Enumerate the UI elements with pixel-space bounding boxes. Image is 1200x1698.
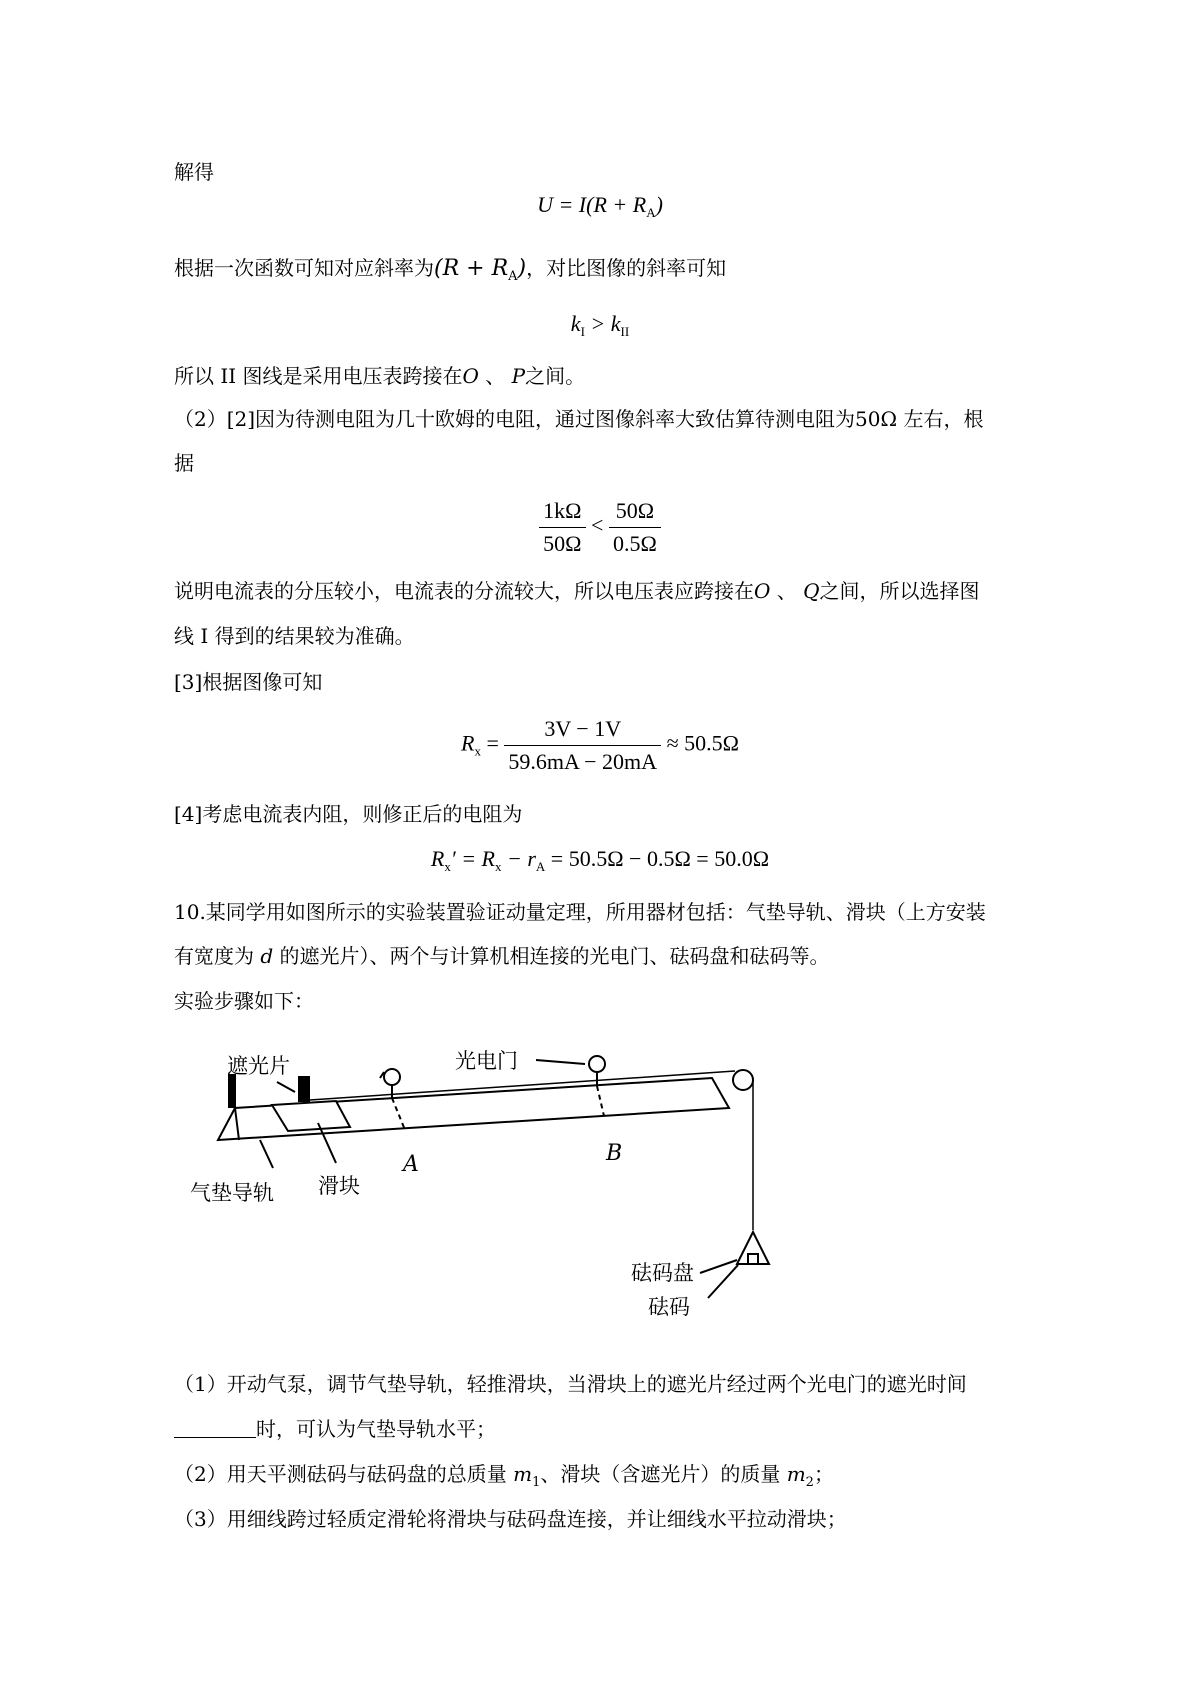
pulley [733, 1070, 753, 1090]
label-a: A [403, 1152, 419, 1177]
text-explain-line2: 线 I 得到的结果较为准确。 [174, 624, 415, 648]
label-slider: 滑块 [318, 1174, 360, 1198]
equation-ratio-compare: $\frac{1k\Omega}{50\Omega}$ < $\frac{50\Omega}{0.5\Omega}$ [0, 495, 1200, 560]
label-weight-pan: 砝码盘 [631, 1261, 694, 1285]
slider [272, 1101, 350, 1131]
text-graph-ii: 所以 II 图线是采用电压表跨接在O 、 P之间。 [174, 364, 586, 388]
photogate-a [384, 1069, 400, 1085]
label-air-track: 气垫导轨 [190, 1181, 274, 1205]
text-step1-line2: 时，可认为气垫导轨水平； [174, 1415, 496, 1443]
label-photogate: 光电门 [455, 1049, 518, 1073]
label-shade: 遮光片 [227, 1054, 290, 1078]
label-b: B [606, 1141, 623, 1166]
text-q10-line1: 10.某同学用如图所示的实验装置验证动量定理，所用器材包括：气垫导轨、滑块（上方安装 [174, 900, 986, 924]
text-jiede: 解得 [174, 160, 214, 184]
equation-u-i-r: $U = I(R + R_A)$ [537, 192, 663, 220]
text-part2-line2: 据 [174, 451, 194, 475]
shade-plate [299, 1077, 309, 1101]
text-step2: （2）用天平测砝码与砝码盘的总质量 $m_1$、滑块（含遮光片）的质量 $m_2$； [174, 1462, 834, 1490]
text-step4-ref: [4]考虑电流表内阻，则修正后的电阻为 [174, 802, 523, 826]
equation-rx: $R_x$ = $\frac{3V - 1V}{59.6mA - 20mA}$ ≈ 50.5Ω [0, 713, 1200, 778]
text-part2-line1: （2）[2]因为待测电阻为几十欧姆的电阻，通过图像斜率大致估算待测电阻为50Ω 左右，根 [174, 407, 984, 431]
label-weights: 砝码 [648, 1295, 690, 1319]
text-explain-line1: 说明电流表的分压较小，电流表的分流较大，所以电压表应跨接在O 、 Q之间，所以选择图 [174, 579, 980, 603]
text-steps-heading: 实验步骤如下： [174, 989, 314, 1013]
answer-blank[interactable] [174, 1437, 256, 1438]
equation-k-compare: $k_I > k_{II}$ [570, 311, 630, 339]
text-step1-line1: （1）开动气泵，调节气垫导轨，轻推滑块，当滑块上的遮光片经过两个光电门的遮光时间 [174, 1372, 967, 1396]
equation-corrected-r: $R_x' = R_x - r_A = 50.5\Omega - 0.5\Omega = 50.0\Omega$ [430, 846, 770, 874]
photogate-b [589, 1056, 605, 1072]
text-q10-line2: 有宽度为 d 的遮光片）、两个与计算机相连接的光电门、砝码盘和砝码等。 [174, 944, 830, 968]
end-post [229, 1075, 235, 1107]
text-step3: （3）用细线跨过轻质定滑轮将滑块与砝码盘连接，并让细线水平拉动滑块； [174, 1507, 847, 1531]
text-slope: 根据一次函数可知对应斜率为$(R + R_A)$，对比图像的斜率可知 [174, 256, 727, 284]
text-step3-ref: [3]根据图像可知 [174, 670, 323, 694]
